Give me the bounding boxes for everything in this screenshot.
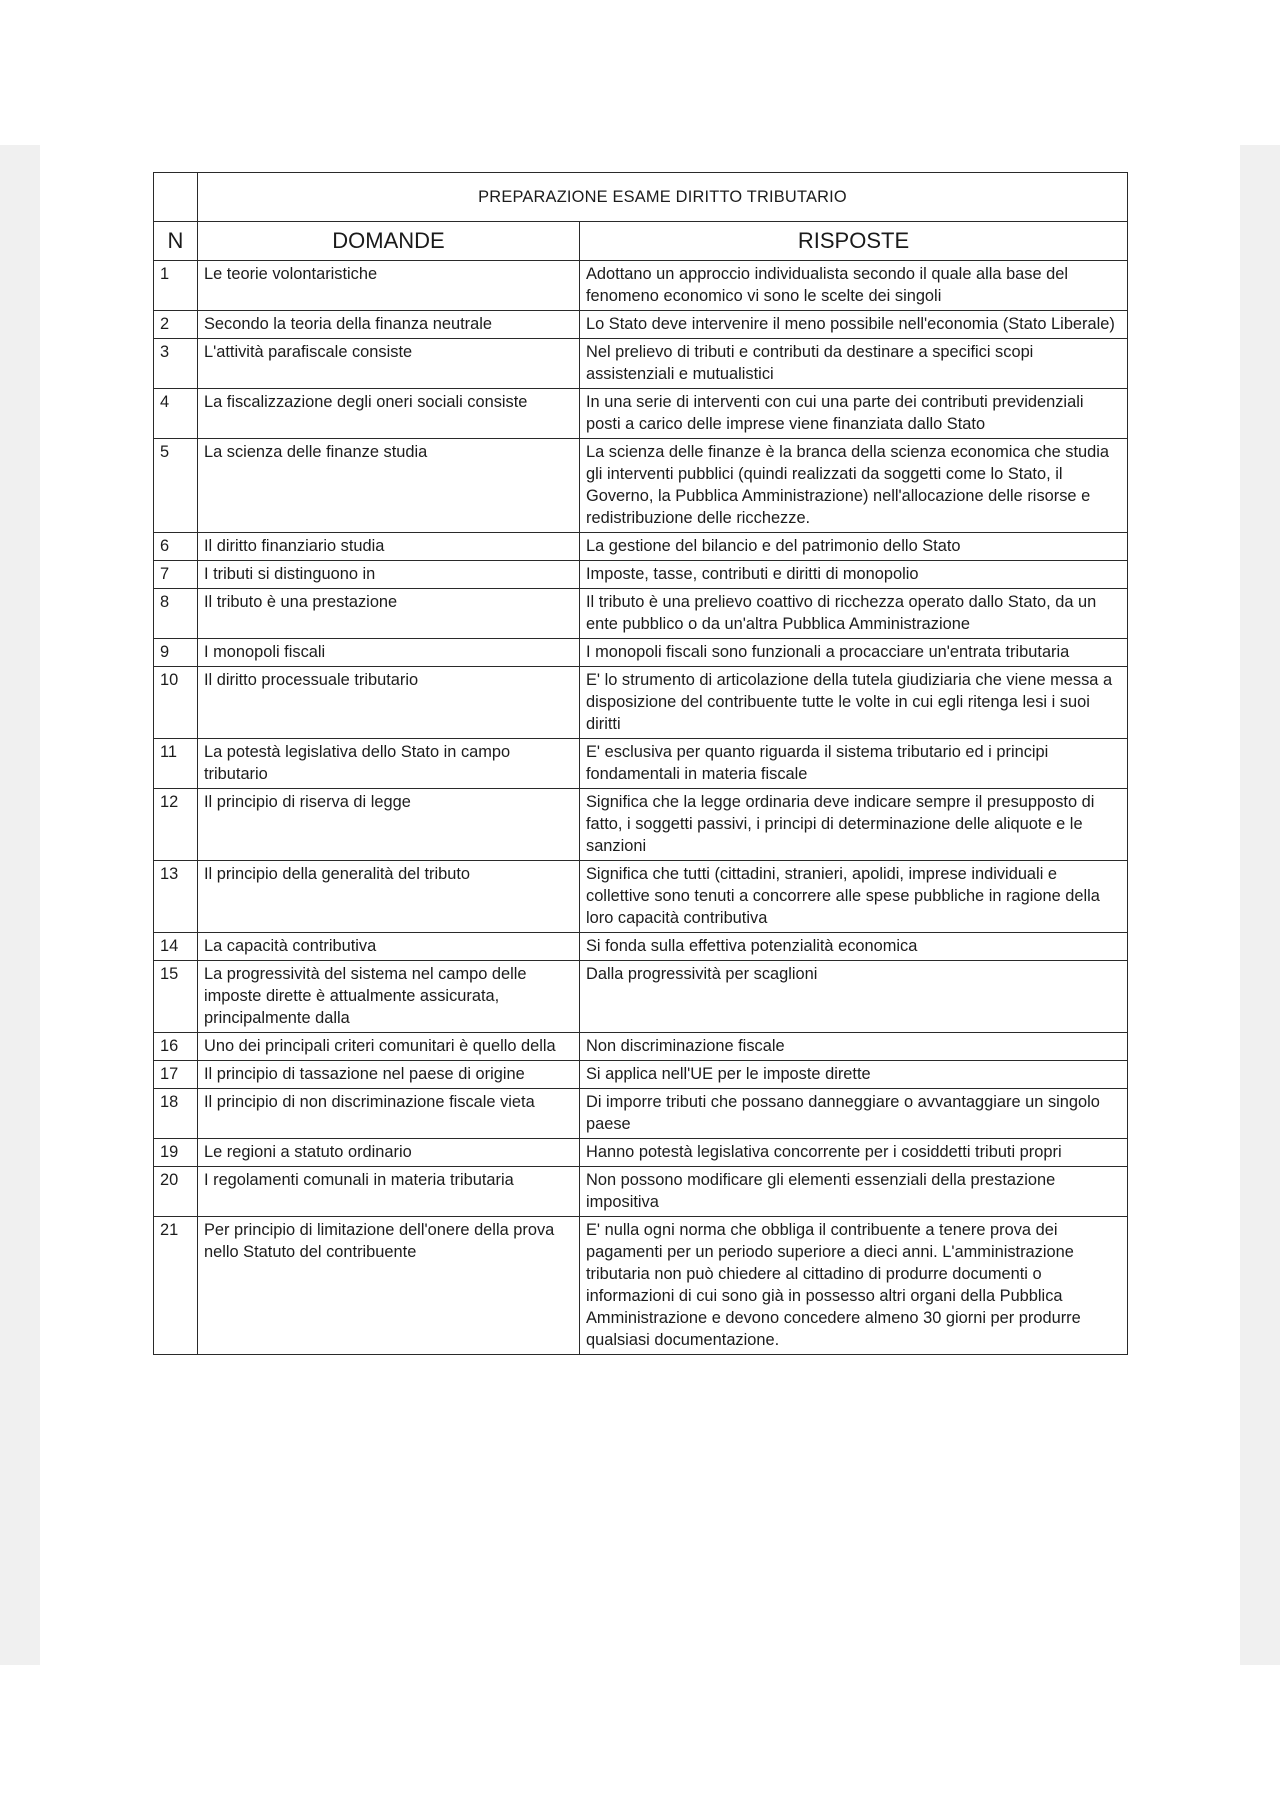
row-number: 3 xyxy=(154,339,198,389)
question-cell: La fiscalizzazione degli oneri sociali consiste xyxy=(198,389,580,439)
question-cell: Il principio di tassazione nel paese di origine xyxy=(198,1061,580,1089)
question-cell: Secondo la teoria della finanza neutrale xyxy=(198,311,580,339)
qa-table xyxy=(153,172,1128,1355)
table-row xyxy=(154,933,1128,961)
row-number: 16 xyxy=(154,1033,198,1061)
table-row xyxy=(154,311,1128,339)
table-row xyxy=(154,261,1128,311)
answer-cell: I monopoli fiscali sono funzionali a procacciare un'entrata tributaria xyxy=(580,639,1128,667)
row-number: 17 xyxy=(154,1061,198,1089)
question-cell: Le regioni a statuto ordinario xyxy=(198,1139,580,1167)
header-number: N xyxy=(154,222,198,261)
question-cell: Il principio della generalità del tributo xyxy=(198,861,580,933)
answer-cell: E' lo strumento di articolazione della tutela giudiziaria che viene messa a disposizione del contribuente tutte le volte in cui egli ritenga lesi i suoi diritti xyxy=(580,667,1128,739)
answer-cell: Si applica nell'UE per le imposte dirette xyxy=(580,1061,1128,1089)
row-number: 14 xyxy=(154,933,198,961)
question-cell: Il diritto processuale tributario xyxy=(198,667,580,739)
table-row xyxy=(154,861,1128,933)
question-cell: La scienza delle finanze studia xyxy=(198,439,580,533)
document-page xyxy=(153,172,1127,1355)
question-cell: Il principio di non discriminazione fiscale vieta xyxy=(198,1089,580,1139)
right-page-margin xyxy=(1240,145,1280,1665)
header-answers: RISPOSTE xyxy=(580,222,1128,261)
row-number: 6 xyxy=(154,533,198,561)
row-number: 1 xyxy=(154,261,198,311)
table-row xyxy=(154,789,1128,861)
row-number: 12 xyxy=(154,789,198,861)
answer-cell: La scienza delle finanze è la branca della scienza economica che studia gli interventi pubblici (quindi realizzati da soggetti come lo Stato, il Governo, la Pubblica Amministrazione) nell'allocazione delle risorse e redistribuzione delle ricchezze. xyxy=(580,439,1128,533)
table-row xyxy=(154,1139,1128,1167)
answer-cell: Non discriminazione fiscale xyxy=(580,1033,1128,1061)
question-cell: Per principio di limitazione dell'onere della prova nello Statuto del contribuente xyxy=(198,1217,580,1355)
table-row xyxy=(154,961,1128,1033)
page-title: PREPARAZIONE ESAME DIRITTO TRIBUTARIO xyxy=(198,173,1128,222)
row-number: 15 xyxy=(154,961,198,1033)
answer-cell: Nel prelievo di tributi e contributi da destinare a specifici scopi assistenziali e mutualistici xyxy=(580,339,1128,389)
row-number: 21 xyxy=(154,1217,198,1355)
qa-table-body xyxy=(154,173,1128,1355)
row-number: 10 xyxy=(154,667,198,739)
answer-cell: E' esclusiva per quanto riguarda il sistema tributario ed i principi fondamentali in materia fiscale xyxy=(580,739,1128,789)
question-cell: I monopoli fiscali xyxy=(198,639,580,667)
question-cell: La capacità contributiva xyxy=(198,933,580,961)
row-number: 9 xyxy=(154,639,198,667)
answer-cell: In una serie di interventi con cui una parte dei contributi previdenziali posti a carico delle imprese viene finanziata dallo Stato xyxy=(580,389,1128,439)
row-number: 13 xyxy=(154,861,198,933)
answer-cell: Lo Stato deve intervenire il meno possibile nell'economia (Stato Liberale) xyxy=(580,311,1128,339)
left-page-margin xyxy=(0,145,40,1665)
title-row xyxy=(154,173,1128,222)
table-row xyxy=(154,339,1128,389)
answer-cell: E' nulla ogni norma che obbliga il contribuente a tenere prova dei pagamenti per un periodo superiore a dieci anni. L'amministrazione tributaria non può chiedere al cittadino di produrre documenti o informazioni di cui sono già in possesso altri organi della Pubblica Amministrazione e devono concedere almeno 30 giorni per produrre qualsiasi documentazione. xyxy=(580,1217,1128,1355)
question-cell: Le teorie volontaristiche xyxy=(198,261,580,311)
answer-cell: Si fonda sulla effettiva potenzialità economica xyxy=(580,933,1128,961)
answer-cell: Dalla progressività per scaglioni xyxy=(580,961,1128,1033)
table-row xyxy=(154,1217,1128,1355)
answer-cell: La gestione del bilancio e del patrimonio dello Stato xyxy=(580,533,1128,561)
table-row xyxy=(154,439,1128,533)
question-cell: L'attività parafiscale consiste xyxy=(198,339,580,389)
row-number: 8 xyxy=(154,589,198,639)
row-number: 5 xyxy=(154,439,198,533)
answer-cell: Non possono modificare gli elementi essenziali della prestazione impositiva xyxy=(580,1167,1128,1217)
answer-cell: Hanno potestà legislativa concorrente per i cosiddetti tributi propri xyxy=(580,1139,1128,1167)
table-row xyxy=(154,1033,1128,1061)
table-row xyxy=(154,1089,1128,1139)
row-number: 4 xyxy=(154,389,198,439)
table-row xyxy=(154,533,1128,561)
answer-cell: Significa che tutti (cittadini, stranieri, apolidi, imprese individuali e collettive sono tenuti a concorrere alle spese pubbliche in ragione della loro capacità contributiva xyxy=(580,861,1128,933)
table-row xyxy=(154,561,1128,589)
table-row xyxy=(154,1061,1128,1089)
table-row xyxy=(154,667,1128,739)
row-number: 7 xyxy=(154,561,198,589)
answer-cell: Adottano un approccio individualista secondo il quale alla base del fenomeno economico vi sono le scelte dei singoli xyxy=(580,261,1128,311)
question-cell: I tributi si distinguono in xyxy=(198,561,580,589)
header-questions: DOMANDE xyxy=(198,222,580,261)
question-cell: Il diritto finanziario studia xyxy=(198,533,580,561)
question-cell: La progressività del sistema nel campo delle imposte dirette è attualmente assicurata, principalmente dalla xyxy=(198,961,580,1033)
question-cell: La potestà legislativa dello Stato in campo tributario xyxy=(198,739,580,789)
question-cell: I regolamenti comunali in materia tributaria xyxy=(198,1167,580,1217)
question-cell: Uno dei principali criteri comunitari è quello della xyxy=(198,1033,580,1061)
row-number: 18 xyxy=(154,1089,198,1139)
answer-cell: Significa che la legge ordinaria deve indicare sempre il presupposto di fatto, i soggetti passivi, i principi di determinazione delle aliquote e le sanzioni xyxy=(580,789,1128,861)
table-row xyxy=(154,639,1128,667)
question-cell: Il principio di riserva di legge xyxy=(198,789,580,861)
title-empty-cell xyxy=(154,173,198,222)
answer-cell: Imposte, tasse, contributi e diritti di monopolio xyxy=(580,561,1128,589)
table-row xyxy=(154,739,1128,789)
answer-cell: Di imporre tributi che possano danneggiare o avvantaggiare un singolo paese xyxy=(580,1089,1128,1139)
row-number: 20 xyxy=(154,1167,198,1217)
header-row xyxy=(154,222,1128,261)
row-number: 11 xyxy=(154,739,198,789)
row-number: 2 xyxy=(154,311,198,339)
answer-cell: Il tributo è una prelievo coattivo di ricchezza operato dallo Stato, da un ente pubblico o da un'altra Pubblica Amministrazione xyxy=(580,589,1128,639)
table-row xyxy=(154,589,1128,639)
row-number: 19 xyxy=(154,1139,198,1167)
table-row xyxy=(154,389,1128,439)
question-cell: Il tributo è una prestazione xyxy=(198,589,580,639)
table-row xyxy=(154,1167,1128,1217)
